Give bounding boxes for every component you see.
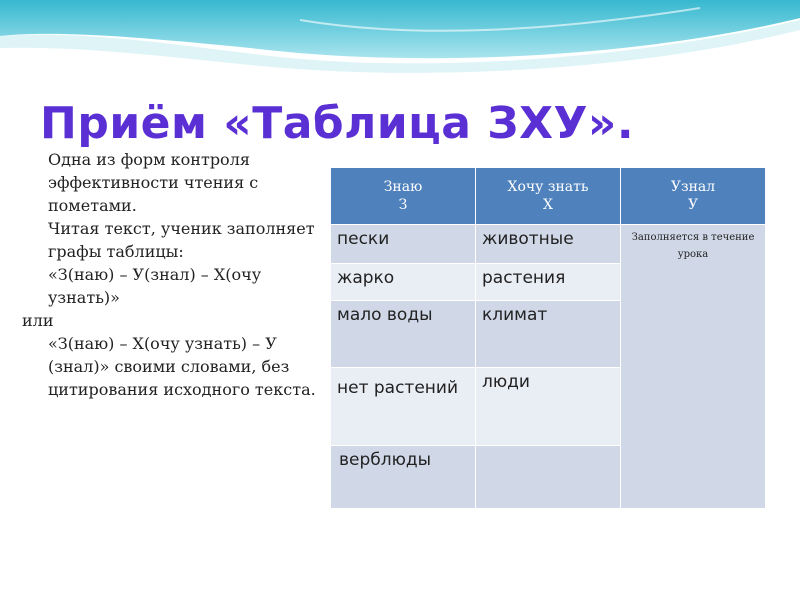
text-paragraph-4: или xyxy=(22,311,54,330)
header-want-to-know xyxy=(476,168,621,225)
table-cell: климат xyxy=(476,301,621,368)
header-learned xyxy=(621,168,766,225)
zxu-table xyxy=(330,167,766,509)
page-title: Приём «Таблица ЗХУ». xyxy=(40,98,635,149)
text-paragraph-2: Читая текст, ученик заполняет графы таблицы: xyxy=(48,219,315,261)
table-row xyxy=(331,225,766,264)
text-paragraph-3: «З(наю) – У(знал) – Х(очу узнать)» xyxy=(48,265,262,307)
table-cell xyxy=(476,446,621,509)
table-cell: мало воды xyxy=(331,301,476,368)
table-cell: пески xyxy=(331,225,476,264)
header-letter: Х xyxy=(543,197,553,213)
header-label: Знаю xyxy=(383,179,423,195)
header-know xyxy=(331,168,476,225)
header-letter: З xyxy=(398,197,408,213)
header-label: Узнал xyxy=(670,179,716,195)
table-cell: нет растений xyxy=(331,368,476,446)
header-letter: У xyxy=(687,197,699,213)
header-label: Хочу знать xyxy=(507,179,589,195)
text-paragraph-5: «З(наю) – Х(очу узнать) – У (знал)» своими словами, без цитирования исходного текста. xyxy=(48,334,316,399)
table-cell: животные xyxy=(476,225,621,264)
description-text xyxy=(22,148,322,401)
table-cell: люди xyxy=(476,368,621,446)
table-cell: растения xyxy=(476,264,621,301)
table-cell: жарко xyxy=(331,264,476,301)
table-cell: верблюды xyxy=(331,446,476,509)
text-paragraph-1: Одна из форм контроля эффективности чтения с пометами. xyxy=(48,150,259,215)
table-header-row xyxy=(331,168,766,225)
decorative-wave-banner xyxy=(0,0,800,80)
learned-column-note: Заполняется в течение урока xyxy=(621,225,766,509)
